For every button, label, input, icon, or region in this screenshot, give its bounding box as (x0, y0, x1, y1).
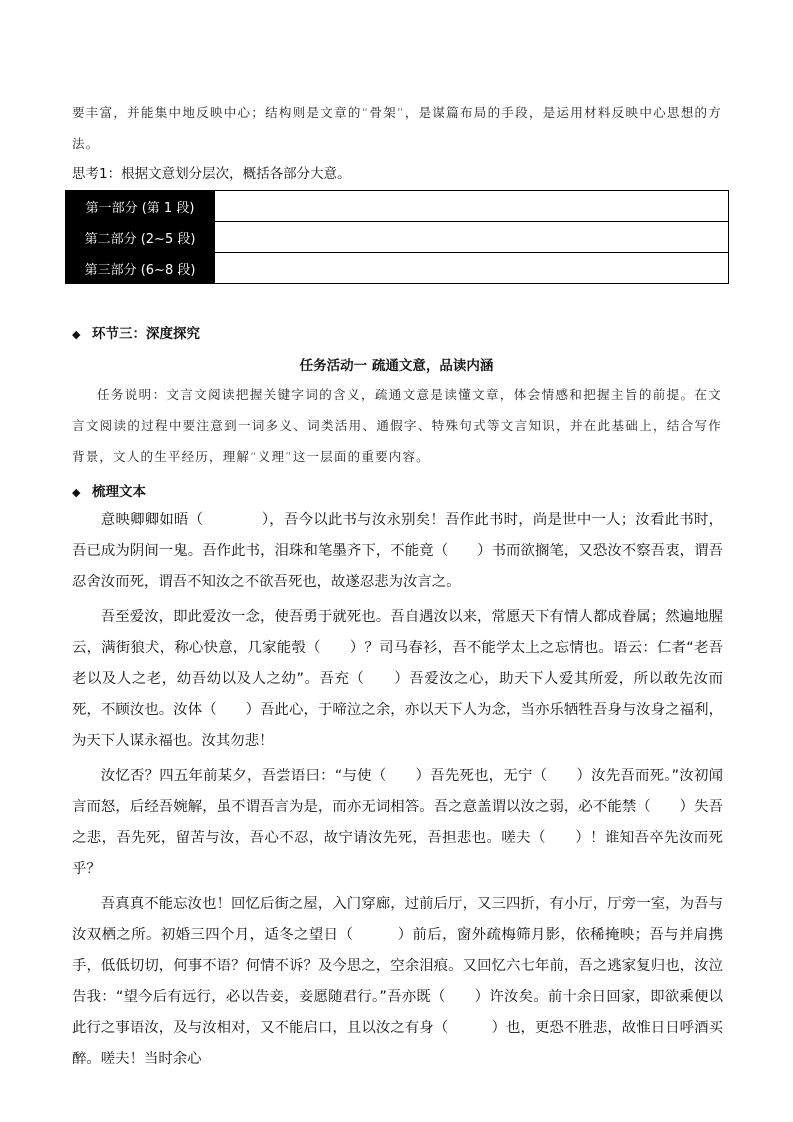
text-paragraph-4: 吾真真不能忘汝也！回忆后街之屋，入门穿廊，过前后厅，又三四折，有小厅，厅旁一室，为吾与汝双栖之所。初婚三四个月，适冬之望日（ ）前后，窗外疏梅筛月影，依稀掩映；吾与并肩携手，低低切切，何事不语？何情不诉？及今思之，空余泪痕。又回忆六七年前，吾之逃家复归也，汝泣告我：“望今后有远行，必以告妾，妾愿随君行。”吾亦既（ ）许汝矣。前十余日回家，即欲乘便以此行之事语汝，及与汝相对，又不能启口，且以汝之有身（ ）也，更恐不胜悲，故惟日日呼酒买醉。嗟夫！当时余心 (72, 896, 723, 1067)
section-heading-text-review: ◆ 梳理文本 (72, 482, 146, 503)
table-row (66, 191, 729, 222)
diamond-bullet-icon: ◆ (72, 328, 81, 341)
think-question-1: 思考1：根据文意划分层次，概括各部分大意。 (72, 166, 351, 182)
task-activity-title: 任务活动一 疏通文意，品读内涵 (299, 358, 494, 374)
answer-cell[interactable] (215, 191, 729, 222)
text-paragraph-2: 吾至爱汝，即此爱汝一念，使吾勇于就死也。吾自遇汝以来，常愿天下有情人都成眷属；然遍地腥云，满街狼犬，称心快意，几家能彀（ ）？司马春衫，吾不能学太上之忘情也。语云：仁者“老吾老以及人之老，幼吾幼以及人之幼”。吾充（ ）吾爱汝之心，助天下人爱其所爱，所以敢先汝而死，不顾汝也。汝体（ ）吾此心，于啼泣之余，亦以天下人为念，当亦乐牺牲吾身与汝身之福利，为天下人谋永福也。汝其勿悲！ (72, 609, 723, 749)
section-summary-table (65, 190, 729, 284)
table-row (66, 222, 729, 253)
section-heading-deep-inquiry: ◆ 环节三：深度探究 (72, 324, 200, 345)
diamond-bullet-icon: ◆ (72, 486, 81, 499)
text-paragraph-3: 汝忆否？四五年前某夕，吾尝语曰：“与使（ ）吾先死也，无宁（ ）汝先吾而死。”汝初闻言而怒，后经吾婉解，虽不谓吾言为是，而亦无词相答。吾之意盖谓以汝之弱，必不能禁（ ）失吾之悲，吾先死，留苦与汝，吾心不忍，故宁请汝先死，吾担悲也。嗟夫（ ）！谁知吾卒先汝而死乎？ (72, 768, 723, 877)
table-row (66, 253, 729, 284)
task-description: 任务说明：文言文阅读把握关键字词的含义，疏通文意是读懂文章，体会情感和把握主旨的前提。在文言文阅读的过程中要注意到一词多义、词类活用、通假字、特殊句式等文言知识，并在此基础上，结合写作背景，文人的生平经历，理解“义理”这一层面的重要内容。 (72, 387, 722, 464)
answer-cell[interactable] (215, 222, 729, 253)
table-row-label: 第二部分 (2~5 段) (66, 222, 215, 253)
answer-cell[interactable] (215, 253, 729, 284)
intro-paragraph-tail: 要丰富，并能集中地反映中心；结构则是文章的“骨架”，是谋篇布局的手段，是运用材料反映中心思想的方法。 (72, 105, 722, 151)
classical-text-body (72, 505, 723, 1075)
text-paragraph-1: 意映卿卿如晤（ ），吾今以此书与汝永别矣！吾作此书时，尚是世中一人；汝看此书时，吾已成为阴间一鬼。吾作此书，泪珠和笔墨齐下，不能竟（ ）书而欲搁笔，又恐汝不察吾衷，谓吾忍舍汝而死，谓吾不知汝之不欲吾死也，故遂忍悲为汝言之。 (72, 512, 723, 590)
table-row-label: 第一部分 (第 1 段) (66, 191, 215, 222)
table-row-label: 第三部分 (6~8 段) (66, 253, 215, 284)
